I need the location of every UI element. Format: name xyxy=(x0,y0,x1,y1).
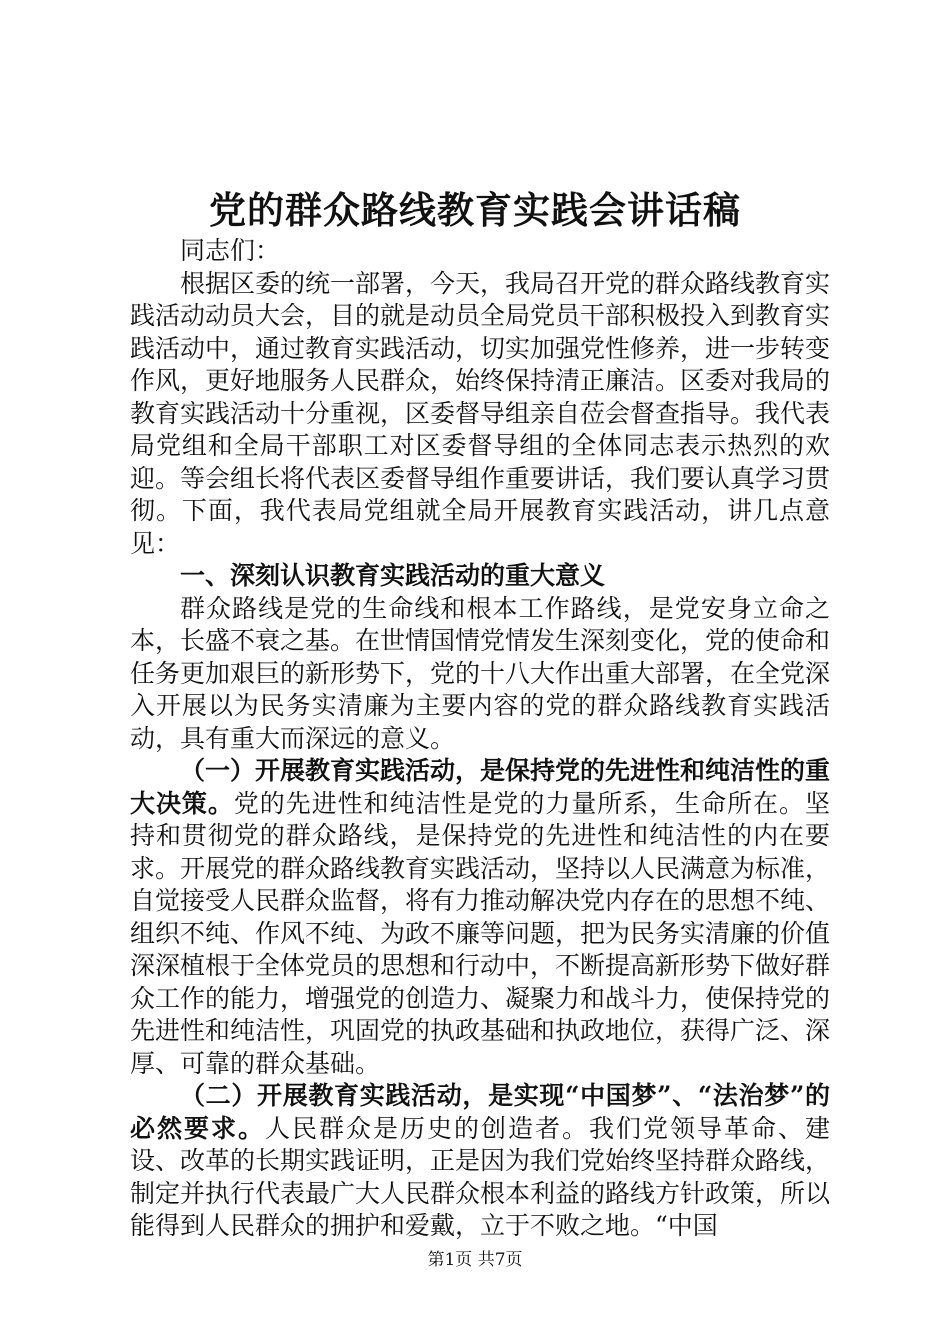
subsection-1-text: 党的先进性和纯洁性是党的力量所系，生命所在。坚持和贯彻党的群众路线，是保持党的先进性和纯洁性的内在要求。开展党的群众路线教育实践活动，坚持以人民满意为标准，自觉接受人民群众监督，将有力推动解决党内存在的思想不纯、组织不纯、作风不纯、为政不廉等问题，把为民务实清廉的价值深深植根于全体党员的思想和行动中，不断提高新形势下做好群众工作的能力，增强党的创造力、凝聚力和战斗力，使保持党的先进性和纯洁性，巩固党的执政基础和执政地位，获得广泛、深厚、可靠的群众基础。 xyxy=(130,788,831,1078)
section-heading-1: 一、深刻认识教育实践活动的重大意义 xyxy=(180,561,606,590)
page-footer: 第1页 共7页 xyxy=(427,1250,523,1270)
salutation: 同志们： xyxy=(180,236,281,265)
subsection-1-heading: （一）开展教育实践活动，是保持党的先进性和纯洁性的重大决策。 xyxy=(130,756,831,818)
subsection-2-heading: （二）开展教育实践活动，是实现“中国梦”、“法治梦”的必然要求。 xyxy=(130,1081,830,1143)
subsection-2-text: 人民群众是历史的创造者。我们党领导革命、建设、改革的长期实践证明，正是因为我们党始终坚持群众路线，制定并执行代表最广大人民群众根本利益的路线方针政策，所以能得到人民群众的拥护和爱戴，立于不败之地。“中国 xyxy=(130,1113,831,1240)
paragraph-intro: 根据区委的统一部署，今天，我局召开党的群众路线教育实践活动动员大会，目的就是动员全局党员干部积极投入到教育实践活动中，通过教育实践活动，切实加强党性修养，进一步转变作风，更好地服务人民群众，始终保持清正廉洁。区委对我局的教育实践活动十分重视，区委督导组亲自莅会督查指导。我代表局党组和全局干部职工对区委督导组的全体同志表示热烈的欢迎。等会组长将代表区委督导组作重要讲话，我们要认真学习贯彻。下面，我代表局党组就全局开展教育实践活动，讲几点意见： xyxy=(130,268,831,558)
subsection-1 xyxy=(130,755,830,1080)
paragraph-section-1: 群众路线是党的生命线和根本工作路线，是党安身立命之本，长盛不衰之基。在世情国情党情发生深刻变化，党的使命和任务更加艰巨的新形势下，党的十八大作出重大部署，在全党深入开展以为民务实清廉为主要内容的党的群众路线教育实践活动，具有重大而深远的意义。 xyxy=(130,593,831,753)
document-body xyxy=(130,235,830,1243)
subsection-2 xyxy=(130,1080,830,1243)
document-title: 党的群众路线教育实践会讲话稿 xyxy=(209,188,741,232)
